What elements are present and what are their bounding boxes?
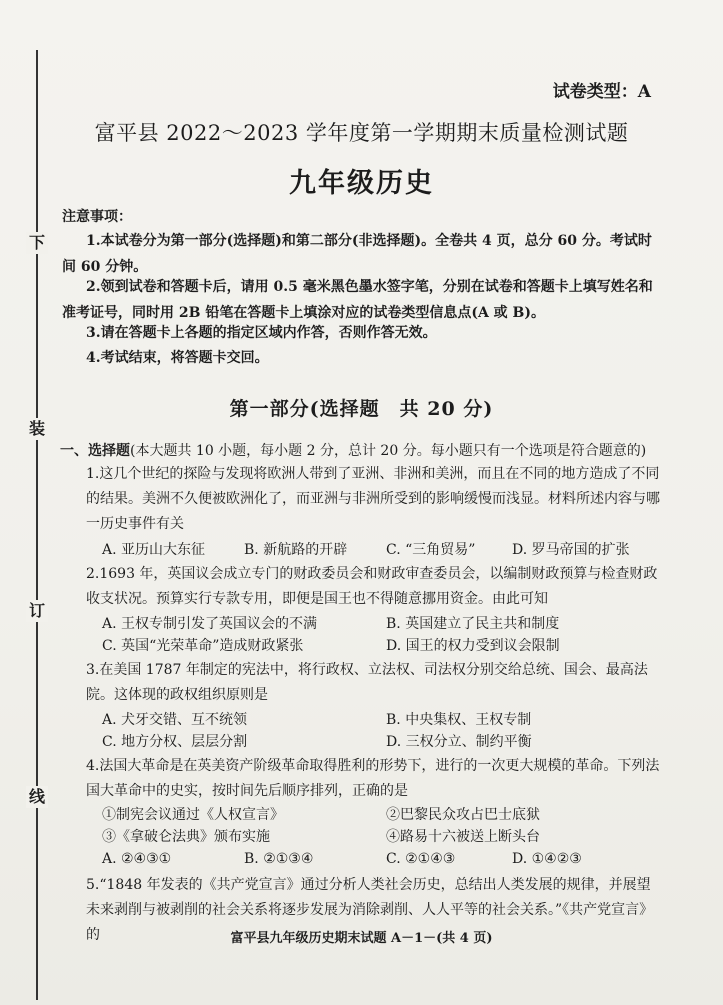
question-1-option-b: B. 新航路的开辟 <box>244 542 348 558</box>
question-2-option-a: A. 王权专制引发了英国议会的不满 <box>102 616 318 632</box>
question-3-stem: 3.在美国 1787 年制定的宪法中，将行政权、立法权、司法权分别交给总统、国会、最高法院。这体现的政权组织原则是 <box>86 662 648 703</box>
notice-heading: 注意事项： <box>62 209 132 225</box>
notice-item-1: 1.本试卷分为第一部分(选择题)和第二部分(非选择题)。全卷共 4 页，总分 60 分。考试时间 60 分钟。 <box>62 233 652 275</box>
question-2-option-b: B. 英国建立了民主共和制度 <box>386 616 560 632</box>
question-4-event-2: ②巴黎民众攻占巴士底狱 <box>386 807 540 823</box>
binding-char-xian: 线 <box>26 786 48 808</box>
question-1-option-d: D. 罗马帝国的扩张 <box>512 542 630 558</box>
question-3-option-c: C. 地方分权、层层分割 <box>102 734 248 750</box>
question-2-option-d: D. 国王的权力受到议会限制 <box>386 638 560 654</box>
question-3-option-b: B. 中央集权、王权专制 <box>386 712 532 728</box>
section-description: (本大题共 10 小题，每小题 2 分，总计 20 分。每小题只有一个选项是符合题意的) <box>130 443 647 459</box>
question-3-option-a: A. 犬牙交错、互不统领 <box>102 712 248 728</box>
question-2-option-c: C. 英国“光荣革命”造成财政紧张 <box>102 638 304 654</box>
question-1-stem: 1.这几个世纪的探险与发现将欧洲人带到了亚洲、非洲和美洲，而且在不同的地方造成了不同的结果。美洲不久便被欧洲化了，而亚洲与非洲所受到的影响缓慢而浅显。材料所述内容与哪一历史事件有关 <box>86 466 660 532</box>
part-one-title: 第一部分(选择题 共 20 分) <box>229 398 494 420</box>
question-1-option-c: C. “三角贸易” <box>386 542 476 558</box>
binding-char-zhuang: 装 <box>26 418 48 440</box>
section-heading <box>60 440 646 460</box>
page-footer: 富平县九年级历史期末试题 A－1－(共 4 页) <box>230 931 493 946</box>
question-4-option-a: A. ②④③① <box>102 851 172 867</box>
question-1-option-a: A. 亚历山大东征 <box>102 542 206 558</box>
subject-title: 九年级历史 <box>289 168 434 199</box>
question-4-event-1: ①制宪会议通过《人权宣言》 <box>102 807 284 823</box>
question-4-event-4: ④路易十六被送上断头台 <box>386 829 540 845</box>
question-4-event-3: ③《拿破仑法典》颁布实施 <box>102 829 270 845</box>
question-4-option-c: C. ②①④③ <box>386 851 456 867</box>
exam-title: 富平县 2022～2023 学年度第一学期期末质量检测试题 <box>94 121 629 145</box>
notice-item-4: 4.考试结束，将答题卡交回。 <box>86 350 269 366</box>
question-3-option-d: D. 三权分立、制约平衡 <box>386 734 532 750</box>
question-2-stem: 2.1693 年，英国议会成立专门的财政委员会和财政审查委员会，以编制财政预算与检查财政收支状况。预算实行专款专用，即便是国王也不得随意挪用资金。由此可知 <box>86 566 658 607</box>
paper-type: 试卷类型：A <box>552 82 651 102</box>
notice-item-3: 3.请在答题卡上各题的指定区域内作答，否则作答无效。 <box>86 325 437 341</box>
binding-char-xia: 下 <box>26 232 48 254</box>
binding-char-ding: 订 <box>26 600 48 622</box>
question-5-stem: 5.“1848 年发表的《共产党宣言》通过分析人类社会历史，总结出人类发展的规律，并展望未来剥削与被剥削的社会关系将逐步发展为消除剥削、人人平等的社会关系。”《共产党宣言》的 <box>86 877 654 943</box>
section-label: 一、选择题 <box>60 443 130 459</box>
question-4-stem: 4.法国大革命是在英美资产阶级革命取得胜利的形势下，进行的一次更大规模的革命。下列法国大革命中的史实，按时间先后顺序排列，正确的是 <box>86 758 660 799</box>
question-4-option-d: D. ①④②③ <box>512 851 582 867</box>
question-4-option-b: B. ②①③④ <box>244 851 314 867</box>
notice-item-2: 2.领到试卷和答题卡后，请用 0.5 毫米黑色墨水签字笔，分别在试卷和答题卡上填写姓名和准考证号，同时用 2B 铅笔在答题卡上填涂对应的试卷类型信息点(A 或 B)。 <box>62 279 653 321</box>
